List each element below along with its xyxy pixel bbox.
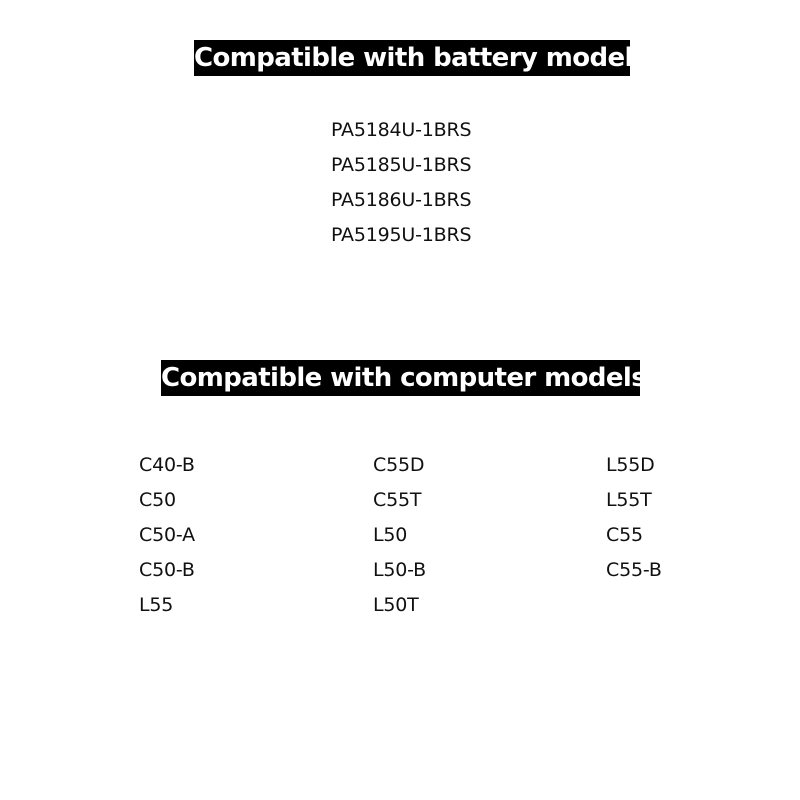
battery-models-list [331, 113, 471, 253]
computer-model-item: C50-A [139, 524, 195, 546]
computer-model-item: L50 [373, 524, 408, 546]
battery-model-item: PA5184U-1BRS [331, 119, 472, 141]
battery-model-item: PA5185U-1BRS [331, 154, 472, 176]
computer-model-item: C50-B [139, 559, 195, 581]
computer-model-item: C40-B [139, 454, 195, 476]
computer-model-item: C55D [373, 454, 425, 476]
computer-model-item: L55T [606, 489, 652, 511]
battery-model-item: PA5195U-1BRS [331, 224, 472, 246]
computer-model-item: C55 [606, 524, 643, 546]
battery-models-heading: Compatible with battery models [194, 40, 630, 76]
computer-models-column-2 [373, 448, 426, 623]
computer-model-item: C50 [139, 489, 176, 511]
computer-model-item: C55-B [606, 559, 662, 581]
computer-models-heading: Compatible with computer models [161, 360, 640, 396]
computer-models-column-1 [139, 448, 195, 623]
computer-model-item: C55T [373, 489, 422, 511]
battery-model-item: PA5186U-1BRS [331, 189, 472, 211]
computer-model-item: L55 [139, 594, 174, 616]
computer-model-item: L50T [373, 594, 419, 616]
computer-model-item: L55D [606, 454, 655, 476]
computer-models-column-3 [606, 448, 662, 588]
computer-model-item: L50-B [373, 559, 426, 581]
